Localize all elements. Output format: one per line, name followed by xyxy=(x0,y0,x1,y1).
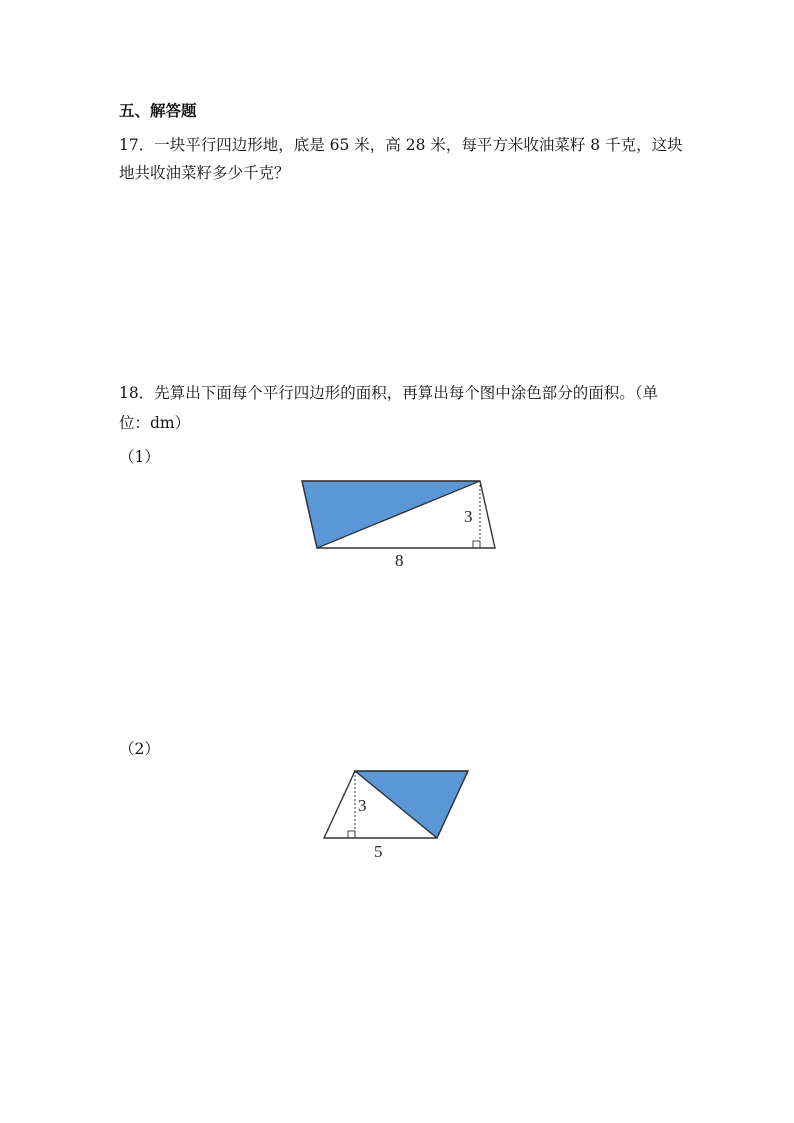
fig2-label: （2） xyxy=(119,740,160,758)
right-angle-marker-1 xyxy=(473,541,480,548)
shaded-triangle-2 xyxy=(355,771,468,838)
fig1-label: （1） xyxy=(119,448,160,466)
base-label-2: 5 xyxy=(374,842,383,861)
q18-text-line1: 18．先算出下面每个平行四边形的面积，再算出每个图中涂色部分的面积。（单 xyxy=(119,384,658,402)
right-angle-marker-2 xyxy=(348,831,355,838)
height-label-1: 3 xyxy=(464,507,473,526)
q18-text-line2: 位：dm） xyxy=(119,414,191,432)
parallelogram-figure-2 xyxy=(320,768,472,863)
section-title: 五、解答题 xyxy=(119,102,197,120)
base-label-1: 8 xyxy=(395,551,404,570)
q17-text-line1: 17．一块平行四边形地，底是 65 米，高 28 米，每平方米收油菜籽 8 千克，这块 xyxy=(119,136,683,154)
parallelogram-figure-1 xyxy=(300,478,500,573)
shaded-triangle-1 xyxy=(302,481,480,548)
height-label-2: 3 xyxy=(358,796,367,815)
q17-text-line2: 地共收油菜籽多少千克？ xyxy=(119,164,290,182)
